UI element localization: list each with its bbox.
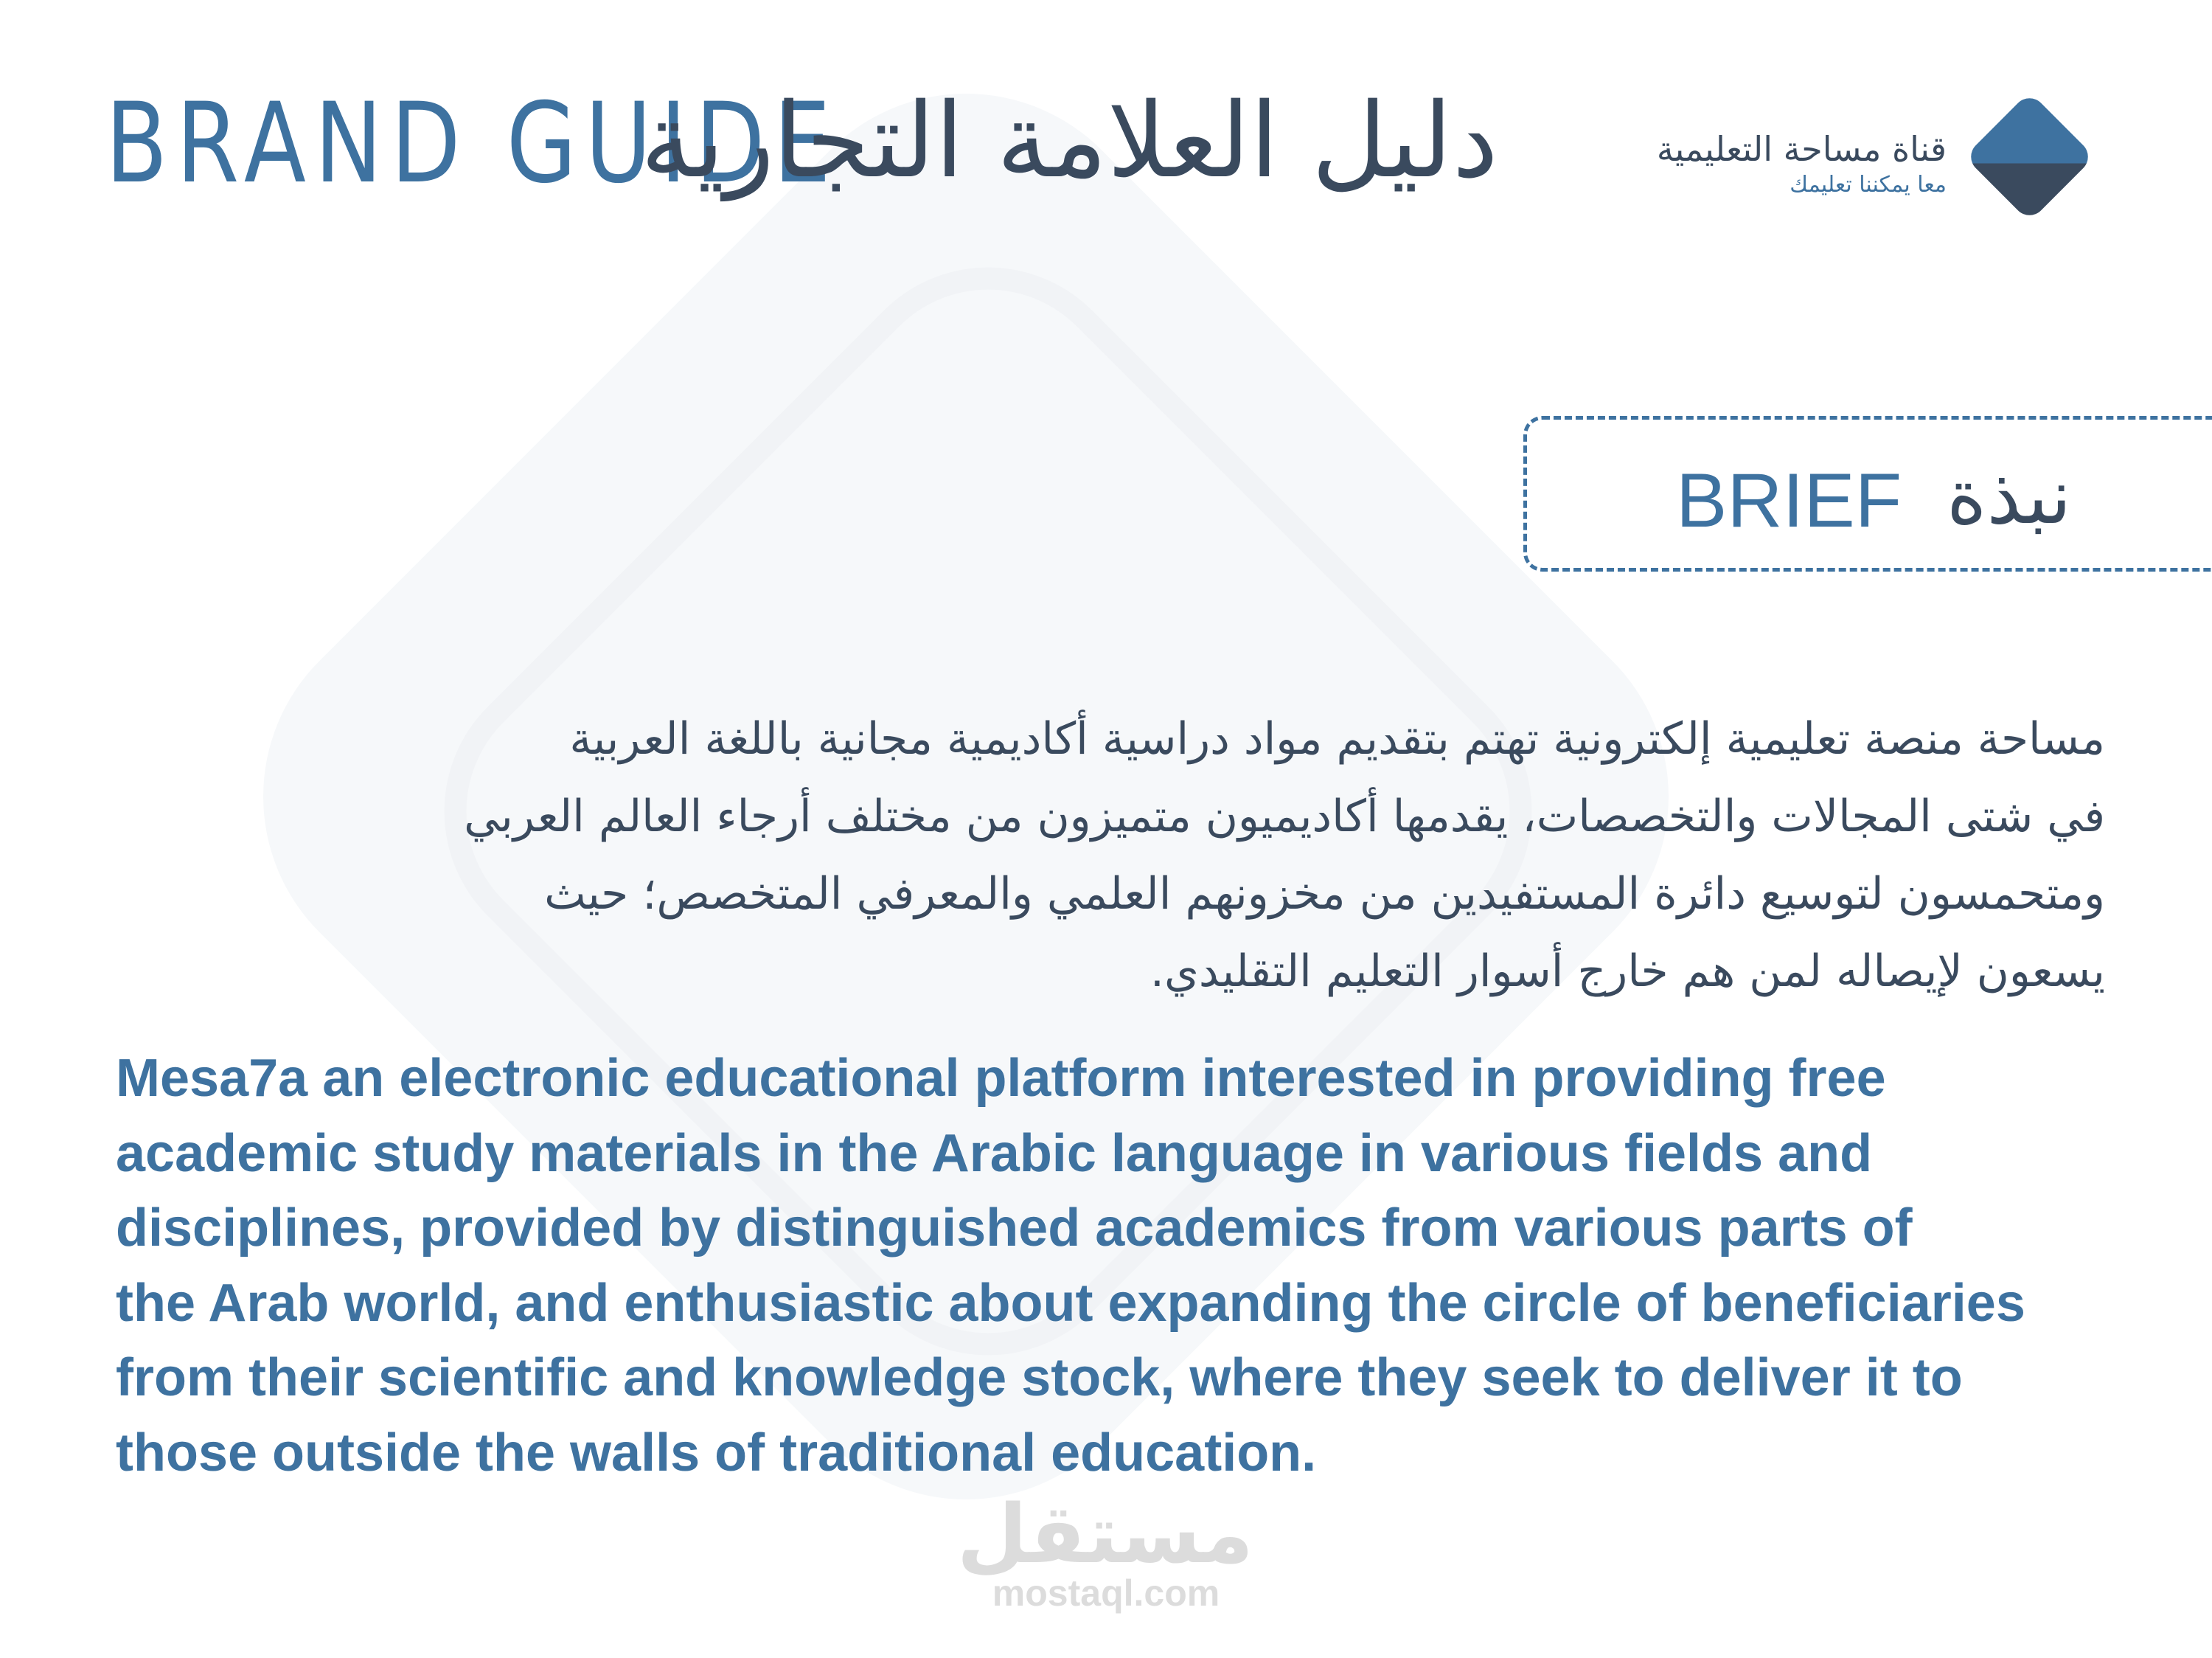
english-line: those outside the walls of traditional education. (116, 1423, 1317, 1482)
watermark-arabic: مستقل (956, 1487, 1253, 1581)
brief-label-arabic: نبذة (1947, 451, 2072, 541)
title-arabic: دليل العلامة التجارية (640, 81, 1498, 201)
title-english: BRAND GUIDE (105, 80, 840, 208)
arabic-line: يسعون لإيصاله لمن هم خارج أسوار التعليم التقليدي. (1150, 946, 2105, 997)
english-line: from their scientific and knowledge stock, where they seek to deliver it to (116, 1348, 1963, 1407)
english-line: academic study materials in the Arabic language in various fields and (116, 1123, 1873, 1183)
english-line: disciplines, provided by distinguished academics from various parts of (116, 1199, 1913, 1258)
arabic-line: ومتحمسون لتوسيع دائرة المستفيدين من مخزونهم العلمي والمعرفي المتخصص؛ حيث (544, 868, 2105, 920)
logo-diamond-icon (1964, 91, 2095, 222)
logo-tagline: معا يمكننا تعليمك (1790, 172, 1947, 198)
english-paragraph (116, 1041, 2025, 1491)
arabic-line: في شتى المجالات والتخصصات، يقدمها أكاديميون متميزون من مختلف أرجاء العالم العربي (464, 791, 2105, 842)
mostaql-watermark (956, 1487, 1253, 1614)
logo-text (1657, 129, 1947, 198)
english-line: Mesa7a an electronic educational platform interested in providing free (116, 1049, 1886, 1108)
arabic-paragraph (173, 701, 2105, 1010)
watermark-url: mostaql.com (992, 1572, 1220, 1614)
arabic-line: مساحة منصة تعليمية إلكترونية تهتم بتقديم مواد دراسية أكاديمية مجانية باللغة العربية (569, 713, 2105, 765)
english-line: the Arab world, and enthusiastic about expanding the circle of beneficiaries (116, 1273, 2025, 1333)
brief-label-english: BRIEF (1676, 458, 1902, 544)
logo-name: قناة مساحة التعليمية (1656, 129, 1947, 169)
